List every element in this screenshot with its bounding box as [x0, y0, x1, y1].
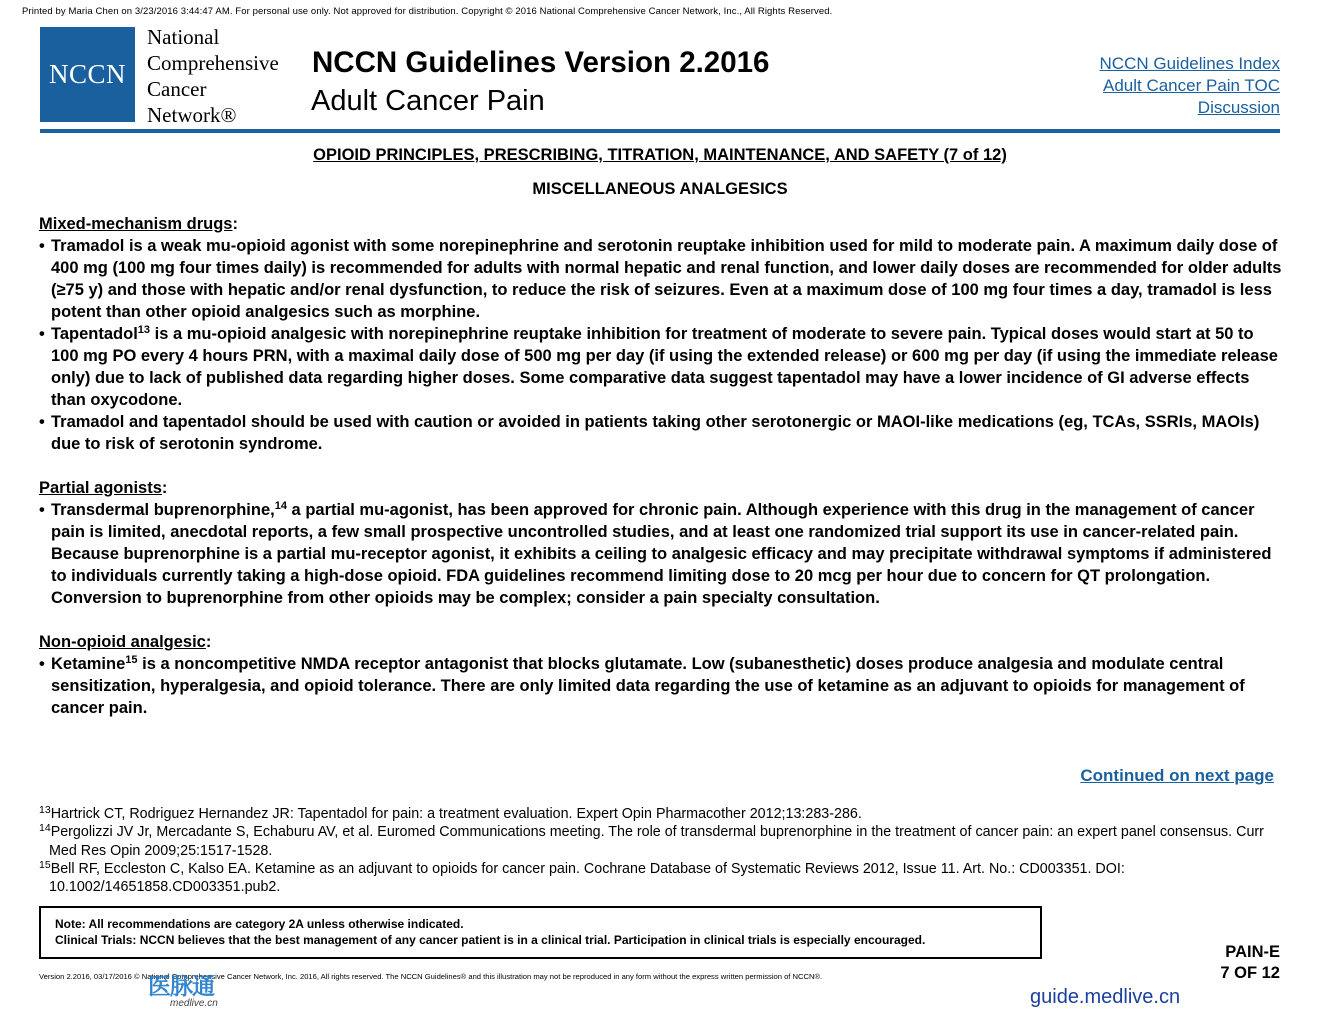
list-item: [39, 235, 1284, 323]
item-text: is a noncompetitive NMDA receptor antagonist that blocks glutamate. Low (subanesthetic) doses produce analgesia and modulate central sensitization, hyperalgesia, and opioid tolerance. There are only limited data regarding the use of ketamine as an adjuvant to opioids for management of cancer pain.: [51, 655, 1245, 717]
reference-marker: 15: [125, 654, 138, 666]
nccn-logo: [40, 27, 135, 122]
section-title: Partial agonists: [39, 479, 162, 497]
section-header: Partial agonists:: [39, 479, 168, 497]
reference-marker: 13: [137, 324, 151, 336]
reference-text: Bell RF, Eccleston C, Kalso EA. Ketamine as an adjuvant to opioids for cancer pain. Cochrane Database of Systematic Reviews 2012, Issue 11. Art. No.: CD003351. DOI: 10.1002/14651858.CD003351.pub2.: [49, 860, 1125, 896]
item-text: is a weak mu-opioid agonist with some norepinephrine and serotonin reuptake inhibition used for mild to moderate pain. A maximum daily dose of 400 mg (100 mg four times daily) is recommended for adults with normal hepatic and renal function, and lower daily doses are recommended for older adults (≥75 y) and those with hepatic and/or renal dysfunction, to reduce the risk of seizures. Even at a maximum dose of 100 mg four times a day, tramadol is less potent than other opioid analgesics such as morphine.: [51, 237, 1282, 321]
references: [39, 805, 1289, 896]
list-item: [39, 411, 1284, 455]
reference-item: [39, 860, 1289, 897]
page-code: [1220, 942, 1280, 984]
watermark-url: guide.medlive.cn: [1030, 986, 1181, 1008]
reference-number: 13: [39, 804, 51, 816]
note-box: [39, 906, 1042, 959]
print-notice: Printed by Maria Chen on 3/23/2016 3:44:47 AM. For personal use only. Not approved for distribution. Copyright © 2016 National Comprehensive Cancer Network, Inc., All Rights Reserved.: [22, 6, 833, 17]
list-item: [39, 499, 1284, 609]
organization-name: [147, 24, 279, 128]
item-text: a partial mu-agonist, has been approved for chronic pain. Although experience with this drug in the management of cancer pain is limited, anecdotal reports, a few small prospective uncontrolled studies, and at least one randomized trial support its use in cancer-related pain. Because buprenorphine is a partial mu-receptor agonist, it exhibits a ceiling to analgesic efficacy and may precipitate withdrawal symptoms if administered to individuals currently taking a high-dose opioid. FDA guidelines recommend limiting dose to 20 mcg per hour due to concern for QT prolongation. Conversion to buprenorphine from other opioids may be complex; consider a pain specialty consultation.: [51, 501, 1272, 607]
item-lead: Ketamine: [51, 655, 126, 673]
item-lead: Tapentadol: [51, 325, 138, 343]
header-divider: [40, 129, 1280, 133]
reference-text: Pergolizzi JV Jr, Mercadante S, Echaburu AV, et al. Euromed Communications meeting. The role of transdermal buprenorphine in the treatment of cancer pain: an expert panel consensus. Curr Med Res Opin 2009;25:1517-1528.: [49, 824, 1264, 859]
reference-item: [39, 823, 1289, 860]
item-text: is a mu-opioid analgesic with norepinephrine reuptake inhibition for treatment of moderate to severe pain. Typical doses would start at 50 to 100 mg PO every 4 hours PRN, with a maximal daily dose of 500 mg per day (if using the extended release) or 600 mg per day (if using the immediate release only) due to lack of published data regarding higher doses. Some comparative data suggest tapentadol may have a lower incidence of GI adverse effects than oxycodone.: [51, 325, 1278, 409]
item-lead: Tramadol: [51, 237, 125, 255]
page-heading: OPIOID PRINCIPLES, PRESCRIBING, TITRATION, MAINTENANCE, AND SAFETY (7 of 12): [313, 146, 1007, 164]
note-line: Note: All recommendations are category 2A unless otherwise indicated.: [55, 917, 464, 931]
org-name-line: Network®: [147, 103, 237, 127]
page-subheading: MISCELLANEOUS ANALGESICS: [532, 180, 788, 198]
item-lead: Transdermal buprenorphine,: [51, 501, 275, 519]
reference-marker: 14: [274, 500, 287, 512]
toc-link[interactable]: Adult Cancer Pain TOC: [1102, 76, 1280, 95]
guideline-title: NCCN Guidelines Version 2.2016: [312, 46, 770, 79]
clinical-trials-note: Clinical Trials: NCCN believes that the best management of any cancer patient is in a clinical trial. Participation in clinical trials is especially encouraged.: [55, 933, 926, 947]
page-number: 7 OF 12: [1220, 964, 1280, 982]
reference-text: Hartrick CT, Rodriguez Hernandez JR: Tapentadol for pain: a treatment evaluation. Expert Opin Pharmacother 2012;13:283-286.: [50, 806, 862, 822]
page-code-id: PAIN-E: [1225, 943, 1280, 961]
main-content: [39, 213, 1284, 719]
section-title: Non-opioid analgesic: [39, 633, 206, 651]
section-header: Non-opioid analgesic:: [39, 633, 212, 651]
org-name-line: Cancer: [147, 77, 207, 101]
bullet-list: [39, 235, 1284, 455]
version-footer: Version 2.2016, 03/17/2016 © National Comprehensive Cancer Network, Inc. 2016, All rights reserved. The NCCN Guidelines® and this illustration may not be reproduced in any form without the express written permission of NCCN®.: [39, 972, 823, 981]
bullet-list: [39, 653, 1284, 719]
reference-item: [39, 805, 1289, 823]
watermark-logo-subtext: medlive.cn: [170, 998, 218, 1009]
section-title: Mixed-mechanism drugs: [39, 215, 233, 233]
logo-text: NCCN: [48, 59, 126, 89]
item-lead: Tramadol and tapentadol should be used with caution or avoided in patients taking other serotonergic or MAOI-like medications (eg, TCAs, SSRIs, MAOIs) due to risk of serotonin syndrome.: [51, 413, 1260, 453]
discussion-link[interactable]: Discussion: [1197, 98, 1280, 117]
watermark-logo-text: 医脉通: [148, 974, 214, 1000]
guidelines-index-link[interactable]: NCCN Guidelines Index: [1099, 54, 1280, 73]
reference-number: 14: [39, 822, 51, 835]
guideline-subtitle: Adult Cancer Pain: [311, 85, 545, 117]
org-name-line: Comprehensive: [147, 51, 279, 75]
org-name-line: National: [147, 25, 220, 49]
continued-next-page-link[interactable]: Continued on next page: [1080, 766, 1274, 785]
watermark-logo: [148, 968, 214, 1001]
list-item: [39, 323, 1284, 411]
bullet-list: [39, 499, 1284, 609]
section-header: Mixed-mechanism drugs:: [39, 215, 238, 233]
reference-number: 15: [39, 858, 51, 871]
list-item: [39, 653, 1284, 719]
